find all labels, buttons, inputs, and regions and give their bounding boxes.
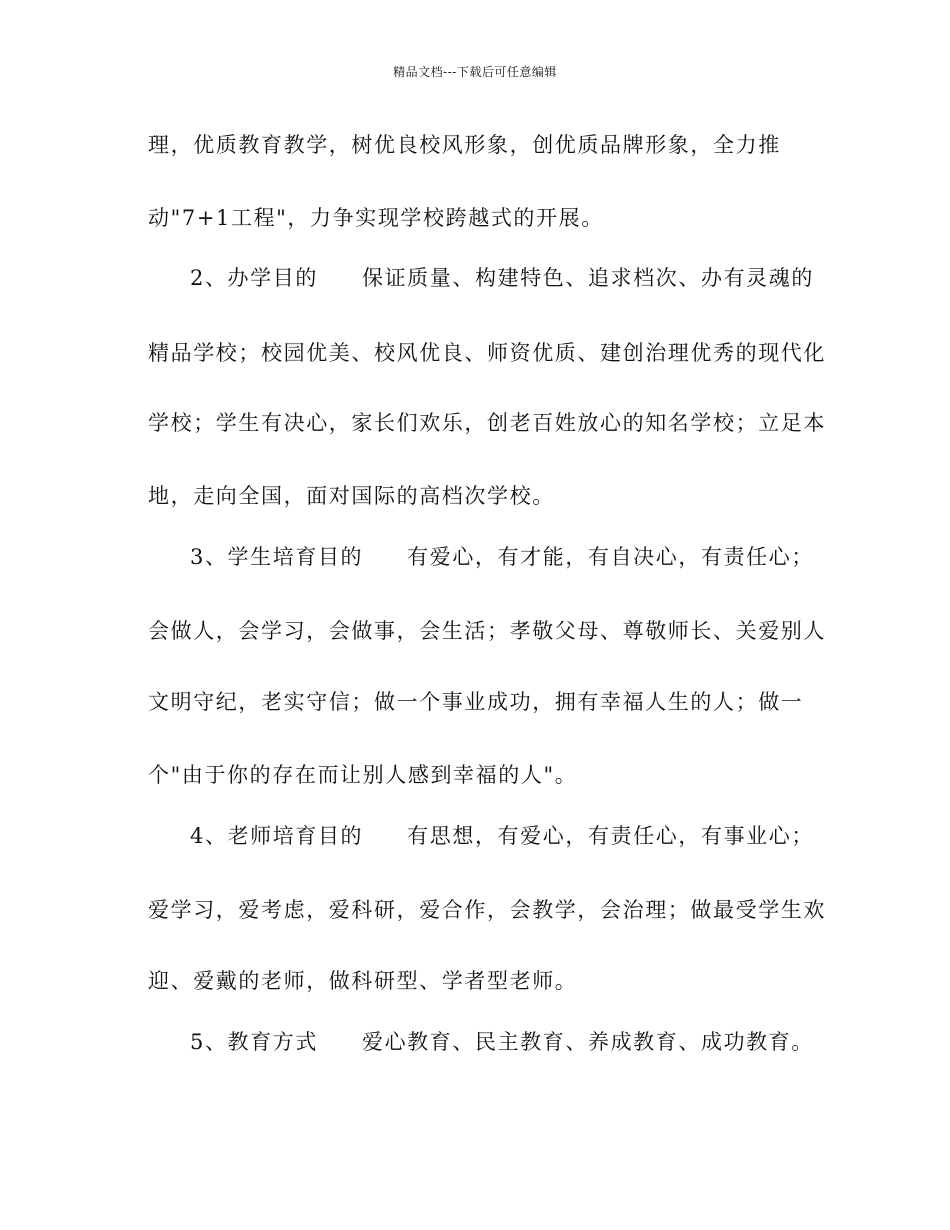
section-text: 爱心教育、民主教育、养成教育、成功教育。 [361, 1030, 814, 1054]
text-line: 爱学习，爱考虑，爱科研，爱合作，会教学，会治理；做最受学生欢 [148, 898, 826, 922]
section-4-line [190, 821, 860, 851]
text-line: 精品学校；校园优美、校风优良、师资优质、建创治理优秀的现代化 [148, 341, 826, 365]
section-2-line [190, 263, 860, 293]
text-line: 会做人，会学习，会做事，会生活；孝敬父母、尊敬师长、关爱别人 [148, 619, 826, 643]
section-3-line [190, 542, 860, 572]
section-text: 保证质量、构建特色、追求档次、办有灵魂的 [361, 266, 814, 290]
text-line: 动"7+1工程"，力争实现学校跨越式的开展。 [148, 206, 604, 230]
text-line: 个"由于你的存在而让别人感到幸福的人"。 [148, 763, 578, 787]
text-line: 地，走向全国，面对国际的高档次学校。 [148, 484, 555, 508]
section-5-line [190, 1027, 860, 1057]
section-text: 有思想，有爱心，有责任心，有事业心； [407, 824, 814, 848]
section-heading: 4、老师培育目的 [190, 824, 364, 848]
text-line: 学校；学生有决心，家长们欢乐，创老百姓放心的知名学校；立足本 [148, 411, 826, 435]
section-text: 有爱心，有才能，有自决心，有责任心； [407, 545, 814, 569]
section-heading: 2、办学目的 [190, 266, 318, 290]
section-heading: 5、教育方式 [190, 1030, 318, 1054]
section-heading: 3、学生培育目的 [190, 545, 364, 569]
text-line: 理，优质教育教学，树优良校风形象，创优质品牌形象，全力推 [148, 133, 781, 157]
text-line: 文明守纪，老实守信；做一个事业成功，拥有幸福人生的人；做一 [148, 690, 804, 714]
text-line: 迎、爱戴的老师，做科研型、学者型老师。 [148, 969, 578, 993]
page-header: 精品文档---下载后可任意编辑 [393, 65, 557, 79]
